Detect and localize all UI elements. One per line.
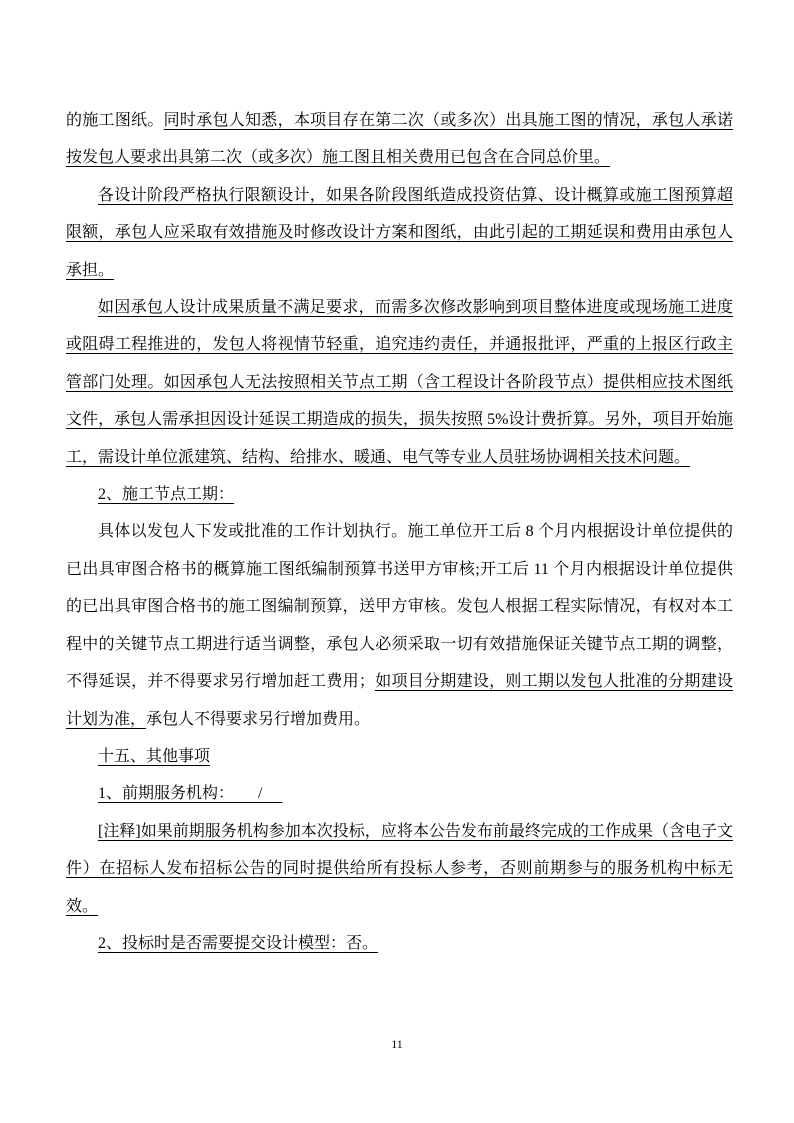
paragraph: [66, 289, 733, 476]
underlined-text-run: 如项目分期建设，则工期以发包人批准的分期建设计划为准，: [66, 673, 733, 728]
paragraph: [66, 925, 733, 962]
document-body: [66, 102, 733, 962]
underlined-text-run: 各设计阶段严格执行限额设计，如果各阶段图纸造成投资估算、设计概算或施工图预算超限额，承包人应采取有效措施及时修改设计方案和图纸，由此引起的工期延误和费用由承包人承担。: [66, 186, 733, 279]
text-run: 承包人不得要求另行增加费用。: [146, 710, 371, 728]
text-run: 的施工图纸。: [66, 112, 164, 129]
paragraph: [66, 177, 733, 289]
paragraph: [66, 102, 733, 177]
underlined-text-run: 2、施工节点工期：: [98, 486, 235, 504]
underlined-text-run: 1、前期服务机构： /: [98, 785, 283, 803]
paragraph: [66, 775, 733, 812]
paragraph: [66, 813, 733, 925]
underlined-text-run: 十五、其他事项: [98, 747, 211, 765]
paragraph: [66, 476, 733, 513]
underlined-text-run: [注释]如果前期服务机构参加本次投标，应将本公告发布前最终完成的工作成果（含电子文件）在招标人发布招标公告的同时提供给所有投标人参考，否则前期参与的服务机构中标无效。: [66, 822, 733, 915]
paragraph: [66, 738, 733, 775]
underlined-text-run: 2、投标时是否需要提交设计模型：否。: [98, 934, 379, 952]
text-run: 具体以发包人下发或批准的工作计划执行。施工单位开工后 8 个月内根据设计单位提供的已出具审图合格书的概算施工图纸编制预算书送甲方审核;开工后 11 个月内根据设计单位提供的已出具审图合格书的施工图编制预算，送甲方审核。发包人根据工程实际情况，有权对本工程中的关键节点工期进行适当调整，承包人必须采取一切有效措施保证关键节点工期的调整，不得延误，并不得要求另行增加赶工费用；: [66, 523, 733, 691]
underlined-text-run: 同时承包人知悉，本项目存在第二次（或多次）出具施工图的情况，承包人承诺按发包人要求出具第二次（或多次）施工图且相关费用已包含在合同总价里。: [66, 112, 733, 167]
page-number: 11: [391, 1037, 403, 1051]
paragraph: [66, 513, 733, 737]
underlined-text-run: 如因承包人设计成果质量不满足要求，而需多次修改影响到项目整体进度或现场施工进度或阻碍工程推进的，发包人将视情节轻重，追究违约责任，并通报批评，严重的上报区行政主管部门处理。如因承包人无法按照相关节点工期（含工程设计各阶段节点）提供相应技术图纸文件，承包人需承担因设计延误工期造成的损失，损失按照 5%设计费折算。另外，项目开始施工，需设计单位派建筑、结构、给排水、暖通、电气等专业人员驻场协调相关技术问题。: [66, 299, 733, 466]
